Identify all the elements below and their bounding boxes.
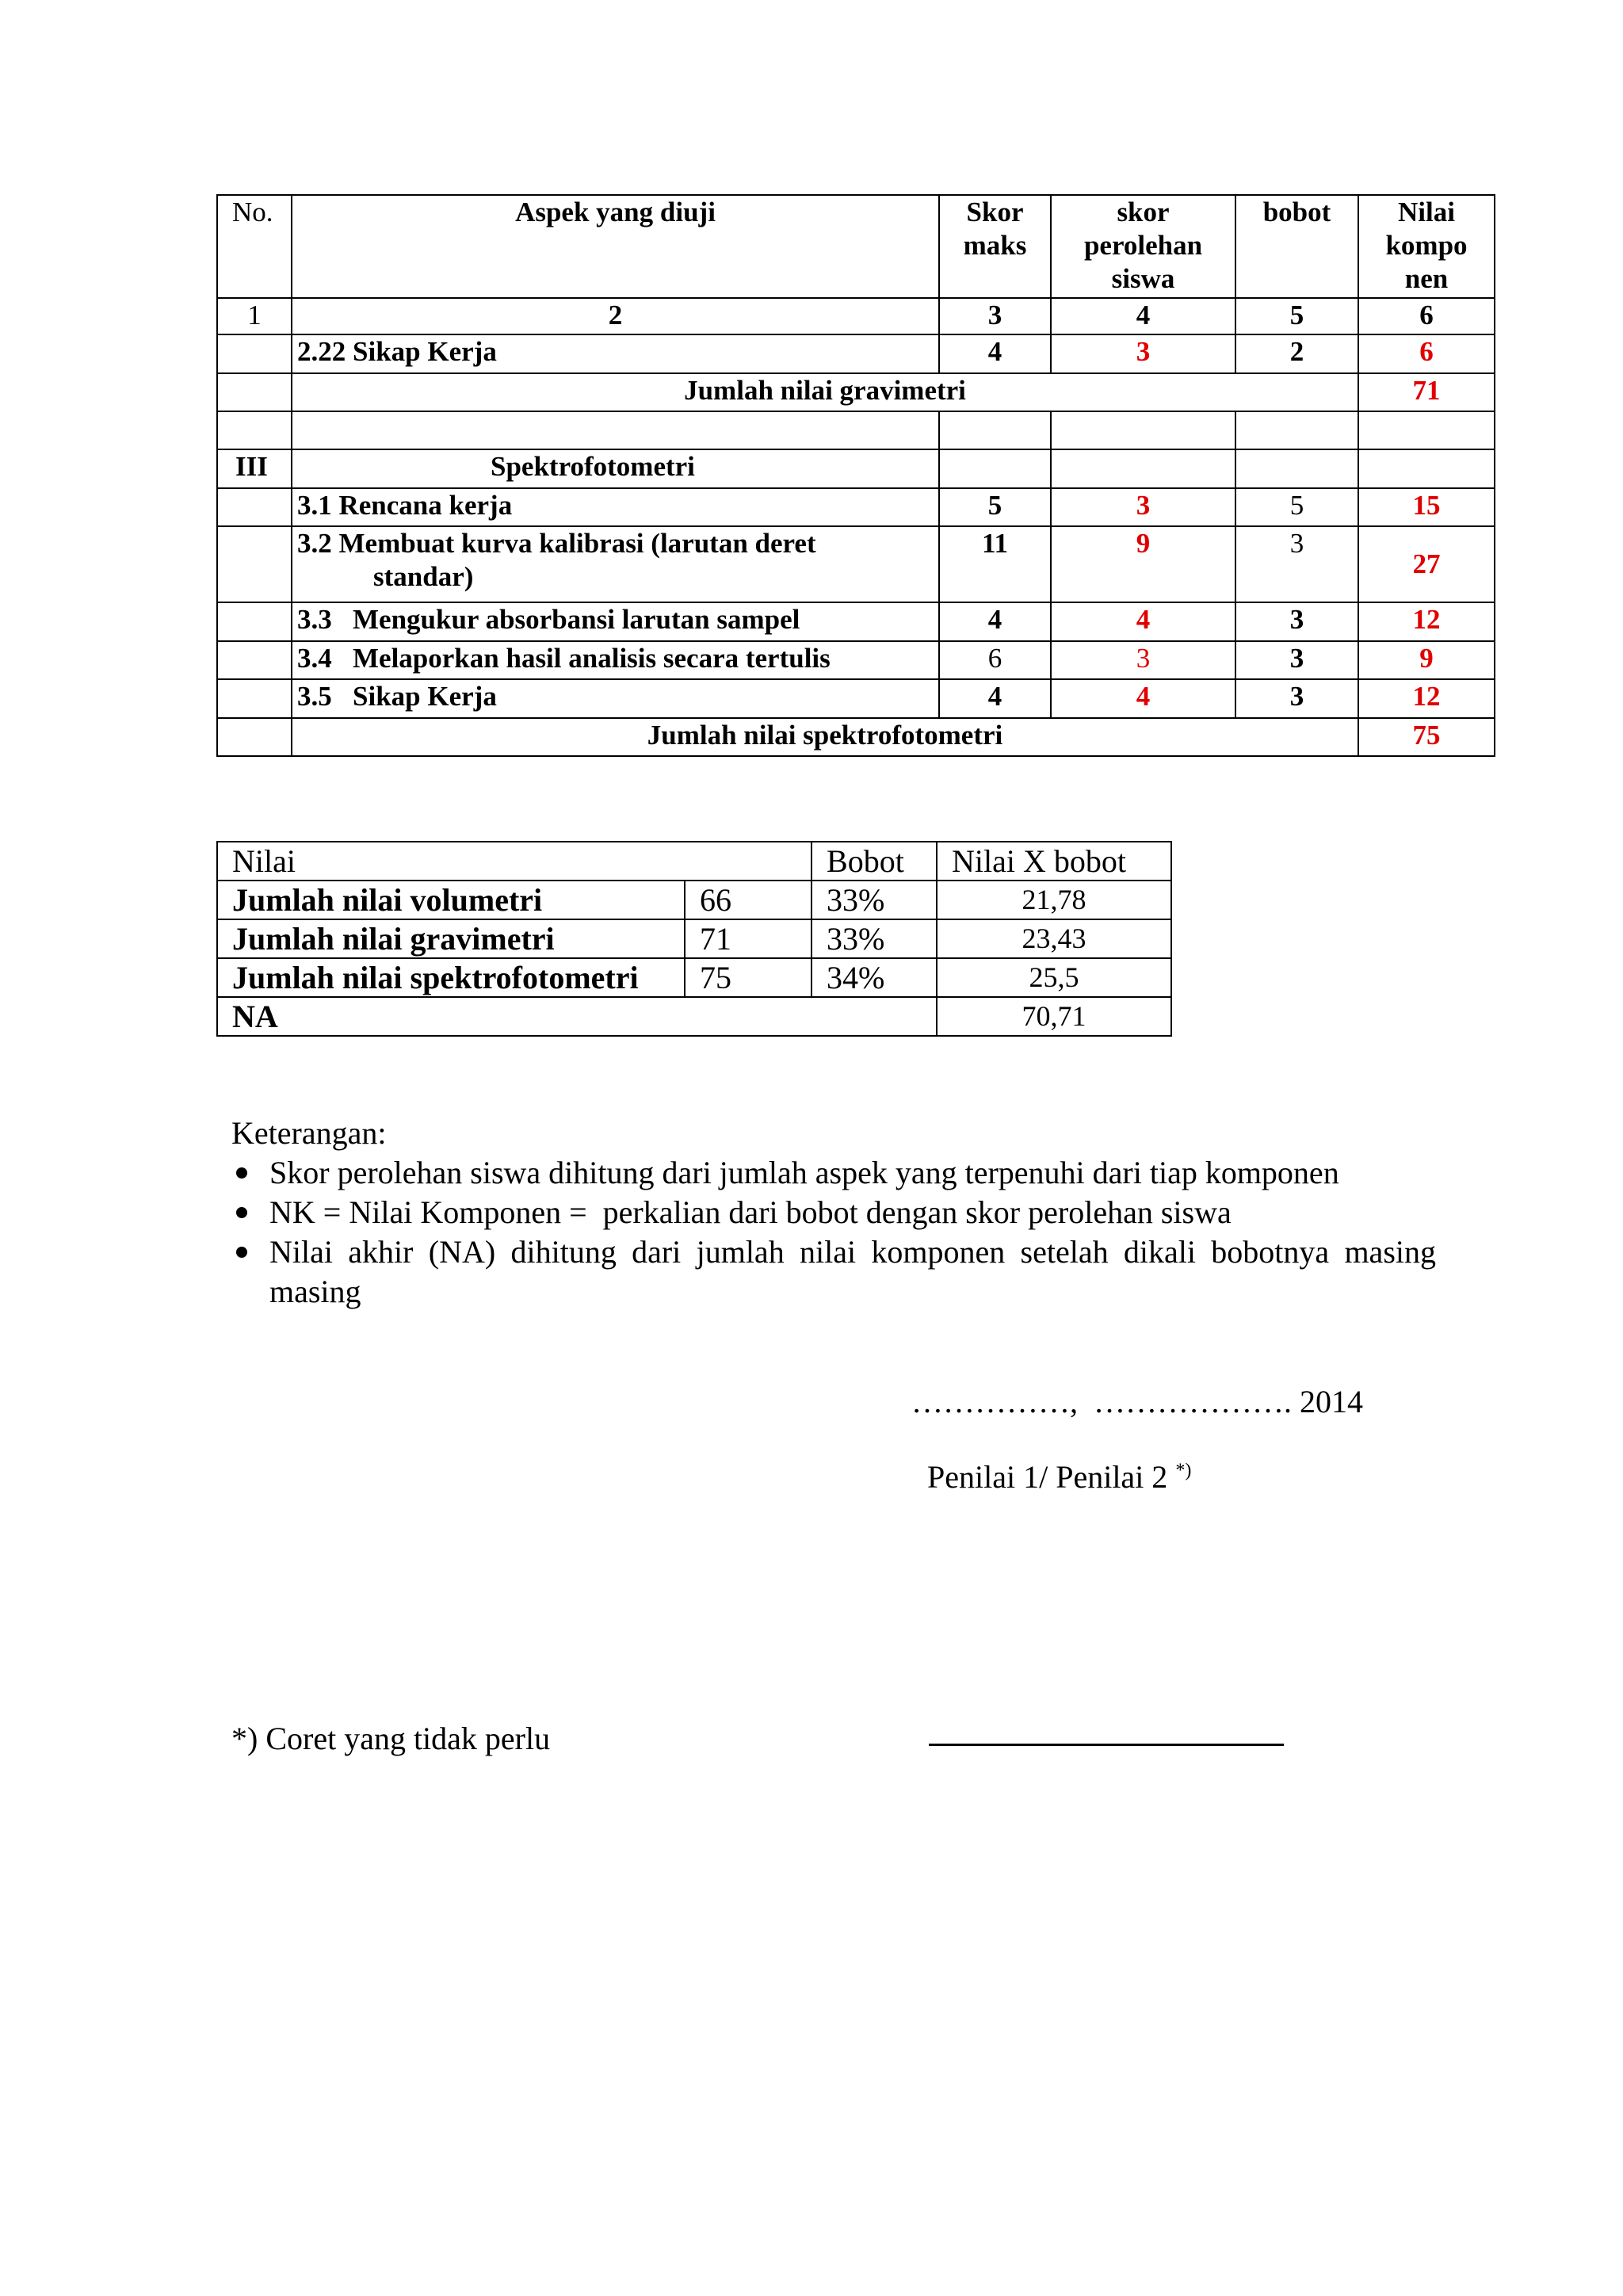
bobot-cell: 3 [1235, 679, 1358, 718]
header-bobot: bobot [1235, 195, 1358, 298]
bullet-icon [236, 1247, 247, 1258]
summary-label: Jumlah nilai spektrofotometri [217, 958, 685, 997]
skor-maks-cell: 4 [939, 679, 1051, 718]
bobot-cell: 3 [1235, 602, 1358, 641]
summary-header-nilai: Nilai [217, 842, 812, 881]
aspek-cell: 2.22 Sikap Kerja [292, 334, 939, 373]
summary-row [217, 919, 1171, 958]
aspek-cell: 3.2 Membuat kurva kalibrasi (larutan deret standar) [292, 526, 939, 602]
notes-list [231, 1153, 1436, 1312]
table-header-row [217, 195, 1495, 298]
skor-perolehan-cell: 3 [1051, 641, 1235, 679]
col-number: 4 [1051, 298, 1235, 334]
footnote-mark: *) [1175, 1460, 1192, 1481]
summary-row [217, 958, 1171, 997]
summary-value: 71 [685, 919, 812, 958]
header-skor-perolehan: skor perolehan siswa [1051, 195, 1235, 298]
nilai-komponen-cell: 9 [1358, 641, 1495, 679]
table-row [217, 526, 1495, 602]
table-row [217, 334, 1495, 373]
summary-result: 21,78 [937, 881, 1171, 919]
skor-maks-cell: 11 [939, 526, 1051, 602]
aspek-cell: 3.5 Sikap Kerja [292, 679, 939, 718]
skor-maks-cell: 4 [939, 334, 1051, 373]
na-value: 70,71 [937, 997, 1171, 1036]
nilai-komponen-cell: 12 [1358, 602, 1495, 641]
footnote: *) Coret yang tidak perlu [231, 1721, 551, 1756]
bullet-icon [236, 1167, 247, 1179]
skor-perolehan-cell: 4 [1051, 602, 1235, 641]
notes-section [231, 1114, 1436, 1312]
skor-maks-cell: 4 [939, 602, 1051, 641]
summary-header-nilai-x-bobot: Nilai X bobot [937, 842, 1171, 881]
signature-line [929, 1744, 1284, 1746]
aspek-cell: 3.3 Mengukur absorbansi larutan sampel [292, 602, 939, 641]
summary-result: 23,43 [937, 919, 1171, 958]
skor-maks-cell: 5 [939, 488, 1051, 526]
nilai-komponen-cell: 6 [1358, 334, 1495, 373]
header-aspek: Aspek yang diuji [292, 195, 939, 298]
header-skor-maks: Skor maks [939, 195, 1051, 298]
table-row [217, 641, 1495, 679]
skor-perolehan-cell: 9 [1051, 526, 1235, 602]
bobot-cell: 3 [1235, 641, 1358, 679]
section-number: III [217, 449, 292, 488]
summary-bobot: 33% [812, 881, 937, 919]
summary-bobot: 33% [812, 919, 937, 958]
summary-result: 25,5 [937, 958, 1171, 997]
col-number: 2 [292, 298, 939, 334]
total-row [217, 373, 1495, 411]
summary-header-bobot: Bobot [812, 842, 937, 881]
list-item: Nilai akhir (NA) dihitung dari jumlah nilai komponen setelah dikali bobotnya masing masing [231, 1232, 1436, 1312]
total-label: Jumlah nilai spektrofotometri [292, 718, 1358, 756]
aspek-cell: 3.1 Rencana kerja [292, 488, 939, 526]
table-row [217, 679, 1495, 718]
summary-header-row [217, 842, 1171, 881]
nilai-komponen-cell: 12 [1358, 679, 1495, 718]
skor-perolehan-cell: 3 [1051, 488, 1235, 526]
skor-maks-cell: 6 [939, 641, 1051, 679]
total-value: 71 [1358, 373, 1495, 411]
column-number-row [217, 298, 1495, 334]
header-no: No. [217, 195, 292, 298]
nilai-komponen-cell: 27 [1358, 526, 1495, 602]
na-label: NA [217, 997, 937, 1036]
summary-value: 66 [685, 881, 812, 919]
bobot-cell: 5 [1235, 488, 1358, 526]
summary-label: Jumlah nilai volumetri [217, 881, 685, 919]
skor-perolehan-cell: 3 [1051, 334, 1235, 373]
table-row [217, 602, 1495, 641]
summary-label: Jumlah nilai gravimetri [217, 919, 685, 958]
list-item: NK = Nilai Komponen = perkalian dari bobot dengan skor perolehan siswa [231, 1193, 1436, 1232]
section-title: Spektrofotometri [292, 449, 939, 488]
summary-bobot: 34% [812, 958, 937, 997]
assessment-table [216, 194, 1495, 757]
summary-row [217, 881, 1171, 919]
notes-heading: Keterangan: [231, 1115, 387, 1151]
date-line: ……………, ………………. 2014 [911, 1384, 1363, 1419]
total-value: 75 [1358, 718, 1495, 756]
list-item: Skor perolehan siswa dihitung dari jumlah aspek yang terpenuhi dari tiap komponen [231, 1153, 1436, 1193]
col-number: 6 [1358, 298, 1495, 334]
total-label: Jumlah nilai gravimetri [292, 373, 1358, 411]
nilai-komponen-cell: 15 [1358, 488, 1495, 526]
col-number: 3 [939, 298, 1051, 334]
bobot-cell: 2 [1235, 334, 1358, 373]
total-row [217, 718, 1495, 756]
bobot-cell: 3 [1235, 526, 1358, 602]
bullet-icon [236, 1207, 247, 1218]
summary-na-row [217, 997, 1171, 1036]
empty-row [217, 411, 1495, 449]
col-number: 5 [1235, 298, 1358, 334]
col-number: 1 [217, 298, 292, 334]
signatory-label: Penilai 1/ Penilai 2 *) [927, 1459, 1192, 1495]
summary-table [216, 841, 1172, 1037]
section-row [217, 449, 1495, 488]
skor-perolehan-cell: 4 [1051, 679, 1235, 718]
aspek-cell: 3.4 Melaporkan hasil analisis secara tertulis [292, 641, 939, 679]
header-nilai-komponen: Nilai kompo nen [1358, 195, 1495, 298]
summary-value: 75 [685, 958, 812, 997]
table-row [217, 488, 1495, 526]
